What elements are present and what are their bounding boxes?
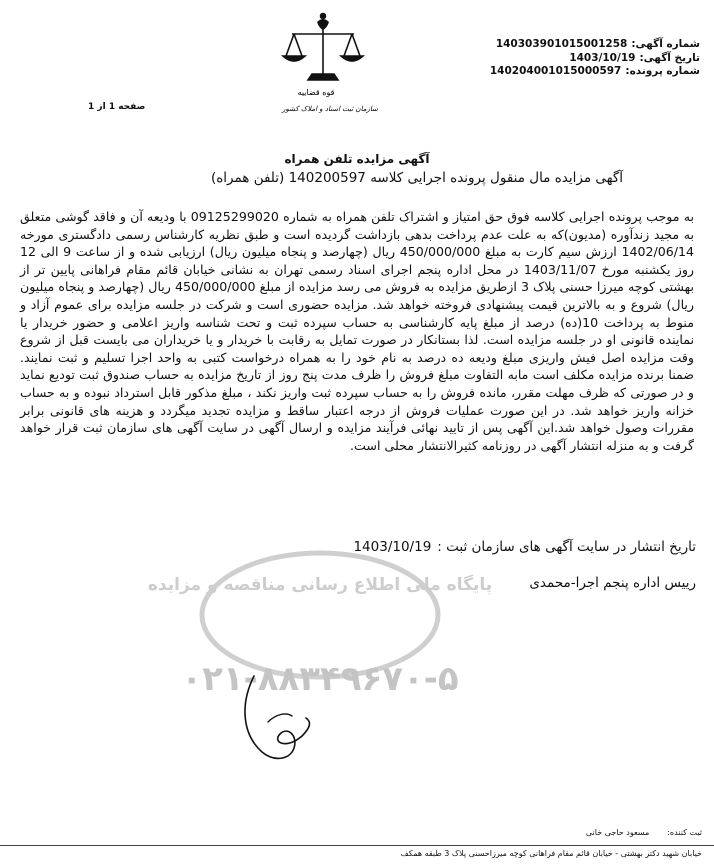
judiciary-emblem-logo [268,8,378,118]
case-number: 140204001015000597 [489,65,622,77]
ad-number: 140303901015001258 [495,38,628,50]
document-subtitle: آگهی مزایده مال منقول پرونده اجرایی کلاسه 140200597 (تلفن همراه) [210,170,623,186]
registrar-line [586,828,702,837]
auction-body-text: به موجب پرونده اجرایی کلاسه فوق حق امتیاز و اشتراک تلفن همراه به شماره 09125299020 با ودیعه آن و فاقد گوشی متعلق به مجید زندآوره (مدیون)که به علت عدم پرداخت بدهی بازداشت گردیده است و طبق نظریه کارشناس رسمی دادگستری مورخه 1402/06/14 ارزش سیم کارت به مبلغ 450/000/000 ریال (چهارصد و پنجاه میلیون ریال) ارزیابی شده و از ساعت 9 الی 12 روز یکشنبه مورخ 1403/11/07 در محل اداره پنجم اجرای اسناد رسمی تهران به نشانی خیابان قائم مقام فراهانی پایین تر از بهشتی کوچه میرزا حسنی پلاک 3 ازطریق مزایده به فروش می رسد مزایده از مبلغ 450/000/000 ریال (چهارصد و پنجاه میلیون ریال) شروع و به بالاترین قیمت پیشنهادی فروخته خواهد شد. مزایده حضوری است و شرکت در جلسه مزایده برای عموم آزاد و منوط به پرداخت 10(ده) درصد از مبلغ پایه کارشناسی به حساب سپرده ثبت و تحت شناسه واریز اعلامی و حضور خریدار یا نماینده قانونی او در جلسه مزایده است. لذا بستانکار در صورت تمایل به رقابت با خریدار و یا خریداران می بایست قبل از شروع وقت مزایده اصل فیش واریزی مبلغ ودیعه ده درصد به نام خود را به همراه درخواست کتبی به واحد اجرا تسلیم و ثبت نمایند. ضمنا برنده مزایده مکلف است مابه التفاوت مبلغ فروش را ظرف مدت پنج روز از تاریخ مزایده به حساب صندوق ثبت تودیع نماید و در صورتی که ظرف مهلت مقرر، مانده فروش را به حساب سپرده ثبت واریز نکند ، مبلغ مذکور قابل استرداد نبوده و به حساب خزانه واریز خواهد شد. در این صورت عملیات فروش از درجه اعتبار ساقط و مزایده تجدید میگردد و هزینه های قانونی برابر مقررات وصول خواهد شد.این آگهی پس از تایید نهائی فرآیند مزایده و ارسال آگهی در سایت آگهی های سازمان ثبت قرار خواهد گرفت و به منزله انتشار آگهی در روزنامه کثیرالانتشار محلی است. [20,209,695,453]
watermark-phone: ۰۲۱-۸۸۳۴۹۶۷۰-۵ [181,659,459,699]
watermark-text-1: پایگاه ملی اطلاع رسانی مناقصه و مزایده [147,575,493,595]
ad-meta [490,38,700,79]
case-number-label: شماره پرونده: [625,65,700,77]
ad-number-row [490,38,700,52]
ad-date: 1403/10/19 [569,51,636,64]
footer-divider [0,845,714,846]
emblem-caption-2: سازمان ثبت اسناد و املاک کشور [282,105,378,113]
emblem-caption-1: قوه قضاییه [297,88,335,97]
registrar-name: مسعود حاجی خانی [585,828,650,837]
case-number-row [490,65,700,79]
signer-name: رییس اداره پنجم اجرا-محمدی [529,575,696,591]
ad-date-row [490,52,700,66]
ad-date-label: تاریخ آگهی: [639,51,700,64]
office-address: خیابان شهید دکتر بهشتی - خیابان قائم مقام فراهانی کوچه میرزاحسنی پلاک 3 طبقه همکف [400,849,702,858]
publication-label: تاریخ انتشار در سایت آگهی های سازمان ثبت : [437,539,696,555]
page-indicator: صفحه 1 از 1 [88,102,146,112]
handwritten-signature [232,664,322,774]
registrar-label: ثبت کننده: [667,828,702,837]
publication-line [353,539,696,555]
ad-number-label: شماره آگهی: [631,38,700,50]
publication-date: 1403/10/19 [353,539,432,555]
document-title: آگهی مزایده تلفن همراه [284,152,430,166]
